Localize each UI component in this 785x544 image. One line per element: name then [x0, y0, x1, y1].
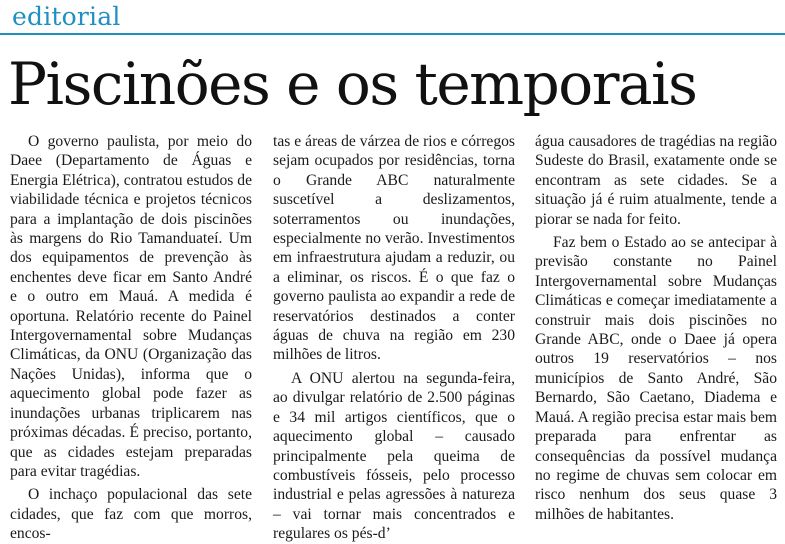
- article-column-1: [10, 132, 252, 543]
- article-column-2: [273, 132, 515, 543]
- paragraph: Faz bem o Estado ao se antecipar à previsão constante no Painel Intergovernamental sobre Mudanças Climáticas e começar imediatamente a construir mais dois piscinões no Grande ABC, onde o Daee já opera outros 19 reservatórios – nos municípios de Santo André, São Bernardo, São Caetano, Diadema e Mauá. A região precisa estar mais bem preparada para enfrentar as consequências da possível mudança no regime de chuvas sem colocar em risco nenhum dos seus quase 3 milhões de habitantes.: [535, 234, 777, 523]
- section-label: editorial: [12, 2, 121, 31]
- paragraph-continued: água causadores de tragédias na região Sudeste do Brasil, exatamente onde se encontram as sete cidades. Se a situação já é ruim atualmente, tende a piorar se nada for feito.: [535, 133, 778, 228]
- paragraph-continued: tas e áreas de várzea de rios e córregos sejam ocupados por residências, torna o Grande ABC naturalmente suscetível a deslizamentos, soterramentos ou inundações, especialmente no verão. Investimentos em infraestrutura ajudam a reduzir, ou a eliminar, os riscos. É o que faz o governo paulista ao expandir a rede de reservatórios destinados a conter águas de chuva na região em 230 milhões de litros.: [273, 133, 515, 364]
- section-divider: [0, 33, 785, 35]
- article-column-3: [535, 132, 778, 523]
- paragraph: O governo paulista, por meio do Daee (Departamento de Águas e Energia Elétrica), contratou estudos de viabilidade técnica e projetos técnicos para a implantação de dois piscinões às margens do Rio Tamanduateí. Um dos equipamentos de prevenção às enchentes deve ficar em Santo André e o outro em Mauá. A medida é oportuna. Relatório recente do Painel Intergovernamental sobre Mudanças Climáticas, da ONU (Organização das Nações Unidas), informa que o aquecimento global pode fazer as inundações urbanas triplicarem nas próximas décadas. É preciso, portanto, que as cidades estejam preparadas para evitar tragédias.: [10, 133, 252, 480]
- paragraph: A ONU alertou na segunda-feira, ao divulgar relatório de 2.500 páginas e 34 mil artigos científicos, que o aquecimento global – causado principalmente pela queima de combustíveis fósseis, pelo processo industrial e pelas agressões à natureza – vai tornar mais concentrados e regulares os pés-d’: [273, 369, 515, 543]
- article-body: [10, 132, 778, 543]
- headline: Piscinões e os temporais: [8, 50, 697, 118]
- paragraph: O inchaço populacional das sete cidades, que faz com que morros, encos-: [10, 486, 252, 543]
